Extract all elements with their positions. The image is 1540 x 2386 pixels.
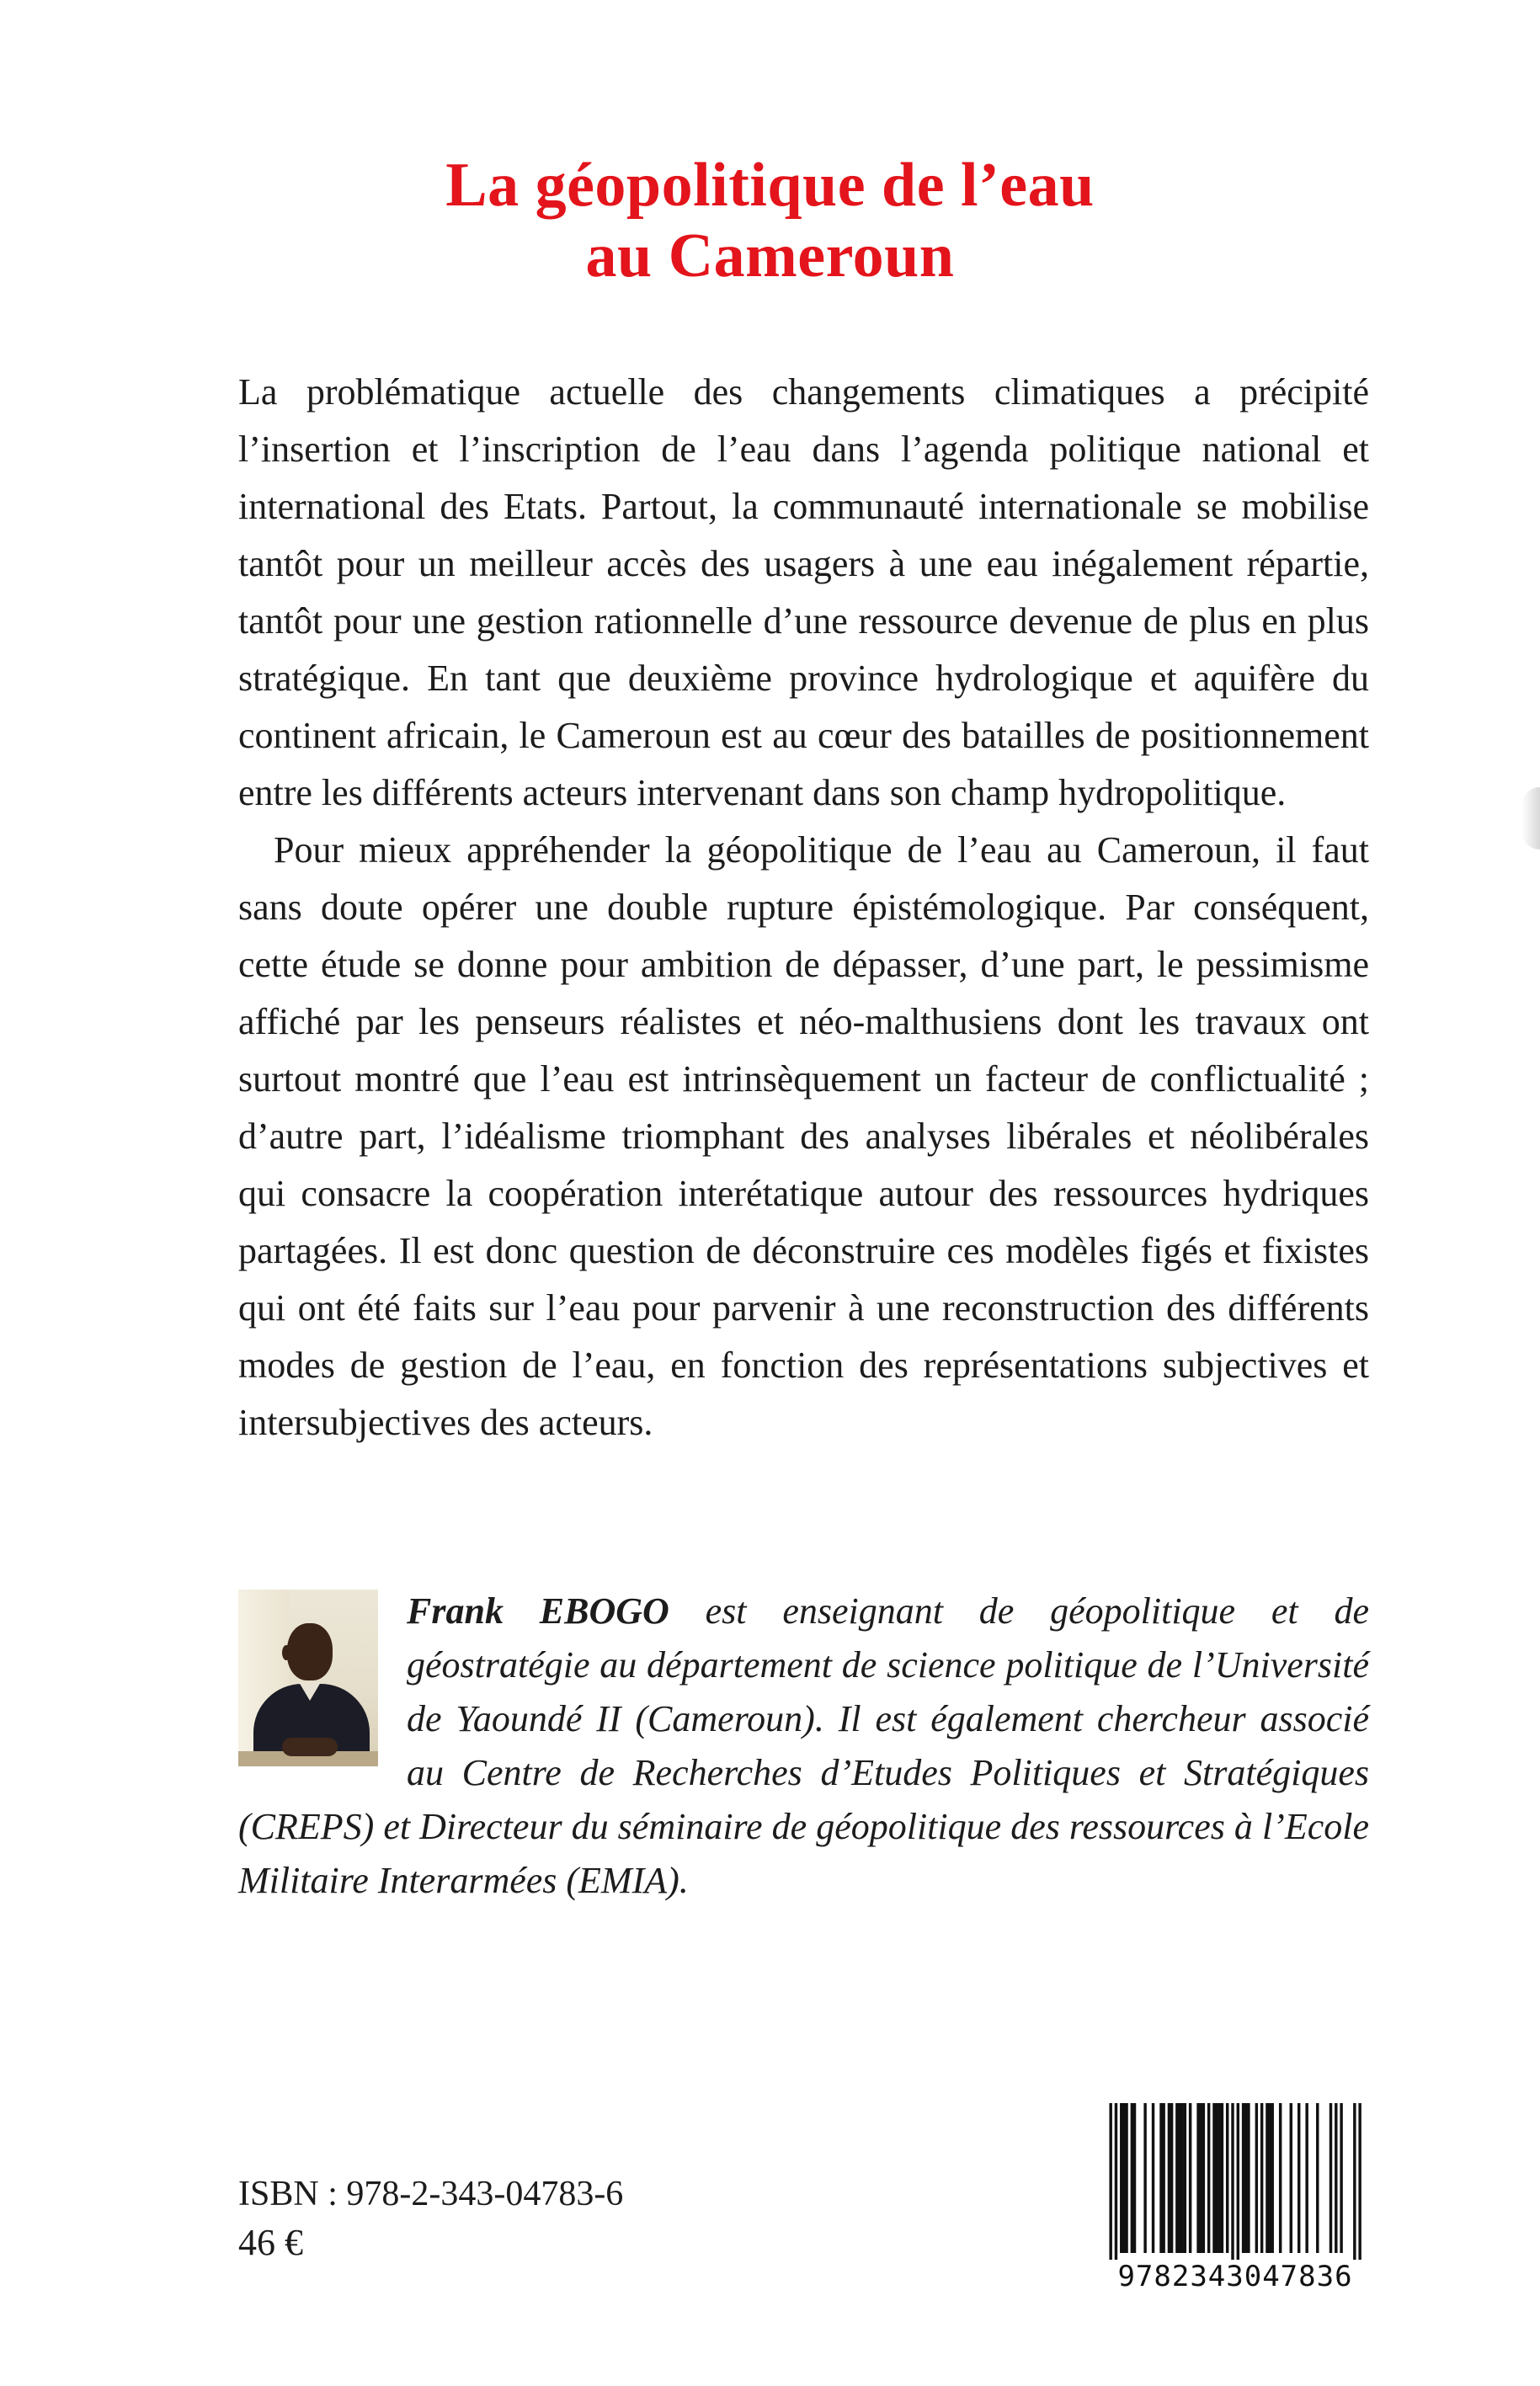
barcode-bar — [1189, 2103, 1191, 2253]
barcode-bar — [1305, 2103, 1308, 2253]
barcode-bar — [1207, 2103, 1210, 2253]
barcode-bar — [1271, 2103, 1274, 2253]
barcode-bar — [1335, 2103, 1337, 2253]
barcode-bar — [1266, 2103, 1268, 2253]
barcode-bar — [1120, 2103, 1122, 2253]
page-edge-shadow — [1521, 787, 1540, 849]
book-title-line-1: La géopolitique de l’eau — [445, 151, 1095, 220]
barcode-bar — [1131, 2103, 1133, 2253]
barcode-bar — [1298, 2103, 1300, 2253]
barcode-bar — [1290, 2103, 1292, 2253]
barcode-bar — [1115, 2103, 1117, 2260]
author-photo — [238, 1590, 378, 1766]
barcode — [1101, 2103, 1369, 2293]
barcode-bar — [1159, 2103, 1162, 2253]
barcode-bar — [1340, 2103, 1342, 2253]
book-price: 46 € — [238, 2222, 303, 2263]
barcode-bar — [1175, 2103, 1178, 2253]
barcode-bar — [1212, 2103, 1215, 2253]
barcode-bar — [1330, 2103, 1332, 2253]
barcode-bars — [1101, 2103, 1369, 2260]
barcode-bar — [1247, 2103, 1250, 2253]
barcode-bar — [1202, 2103, 1205, 2253]
barcode-bar — [1237, 2103, 1239, 2260]
author-description: est enseignant de géopolitique et de géostratégie au département de science politique de l’Université de Yaoundé II (Cameroun). Il est également chercheur associé au Centre de Recherches d’Etudes Politiques et Stratégiques (CREPS) et Directeur du séminaire de géopolitique des ressources à l’Ecole Militaire Interarmées (EMIA). — [238, 1590, 1370, 1901]
barcode-bar — [1200, 2103, 1202, 2253]
barcode-bar — [1255, 2103, 1258, 2253]
barcode-bar — [1143, 2103, 1146, 2253]
barcode-bar — [1170, 2103, 1173, 2253]
barcode-bar — [1260, 2103, 1263, 2253]
barcode-bar — [1268, 2103, 1271, 2253]
summary-paragraph-1: La problématique actuelle des changements climatiques a précipité l’insertion et l’inscription de l’eau dans l’agenda politique national et international des Etats. Partout, la communauté internationale se mobilise tantôt pour un meilleur accès des usagers à une eau inégalement répartie, tantôt pour une gestion rationnelle d’une ressource devenue de plus en plus stratégique. En tant que deuxième province hydrologique et aquifère du continent africain, le Cameroun est au cœur des batailles de positionnement entre les différents acteurs intervenant dans son champ hydropolitique. — [238, 371, 1369, 813]
barcode-digits: 9782343047836 — [1117, 2260, 1353, 2293]
barcode-bar — [1244, 2103, 1247, 2253]
barcode-bar — [1168, 2103, 1170, 2253]
barcode-bar — [1279, 2103, 1282, 2253]
book-title — [0, 150, 1540, 291]
barcode-bar — [1218, 2103, 1221, 2253]
barcode-bar — [1316, 2103, 1319, 2253]
isbn-number: ISBN : 978-2-343-04783-6 — [238, 2175, 624, 2213]
barcode-bar — [1184, 2103, 1186, 2253]
summary-paragraph-2: Pour mieux appréhender la géopolitique de l’eau au Cameroun, il faut sans doute opérer une double rupture épistémologique. Par conséquent, cette étude se donne pour ambition de dépasser, d’une part, le pessimisme affiché par les penseurs réalistes et néo-malthusiens dont les travaux ont surtout montré que l’eau est intrinsèquement un facteur de conflictualité ; d’autre part, l’idéalisme triomphant des analyses libérales et néolibérales qui consacre la coopération interétatique autour des ressources hydriques partagées. Il est donc question de déconstruire ces modèles figés et fixistes qui ont été faits sur l’eau pour parvenir à une reconstruction des différents modes de gestion de l’eau, en fonction des représentations subjectives et intersubjectives des acteurs. — [238, 829, 1369, 1443]
book-title-line-2: au Cameroun — [585, 221, 955, 290]
barcode-bar — [1196, 2103, 1199, 2253]
barcode-bar — [1231, 2103, 1234, 2260]
barcode-bar — [1221, 2103, 1223, 2253]
barcode-bar — [1125, 2103, 1127, 2253]
barcode-bar — [1226, 2103, 1228, 2253]
barcode-bar — [1152, 2103, 1154, 2253]
barcode-bar — [1242, 2103, 1244, 2253]
summary-text — [238, 364, 1369, 1451]
barcode-bar — [1180, 2103, 1183, 2253]
barcode-bar — [1162, 2103, 1164, 2253]
author-bio — [238, 1584, 1369, 1908]
barcode-bar — [1109, 2103, 1111, 2260]
barcode-bar — [1122, 2103, 1125, 2253]
author-bio-text — [238, 1584, 1369, 1908]
barcode-bar — [1353, 2103, 1356, 2260]
barcode-bar — [1178, 2103, 1180, 2253]
barcode-bar — [1358, 2103, 1361, 2260]
barcode-bar — [1215, 2103, 1218, 2253]
author-name: Frank EBOGO — [407, 1590, 669, 1632]
barcode-bar — [1133, 2103, 1136, 2253]
